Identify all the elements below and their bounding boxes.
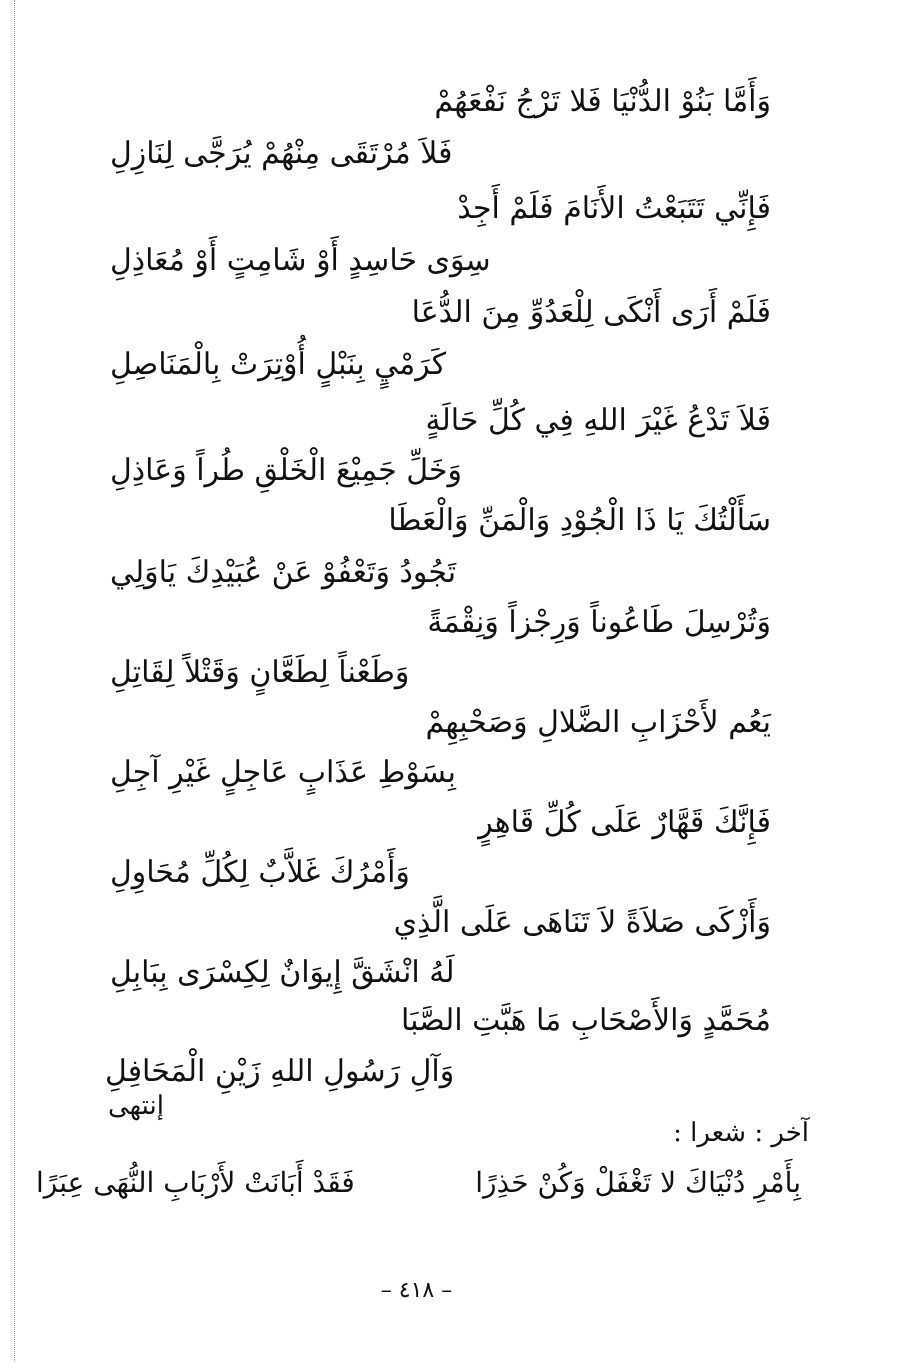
poem-line-12: وَطَعْناً لِطَعَّانٍ وَقَتْلاً لِقَاتِلِ xyxy=(110,655,410,690)
poem-line-19: مُحَمَّدٍ وَالأَصْحَابِ مَا هَبَّتِ الصَّبَا xyxy=(400,1003,771,1038)
poem-line-10: تَجُودُ وَتَعْفُوْ عَنْ عُبَيْدِكَ يَاوَلِي xyxy=(110,555,457,590)
poem-line-5: فَلَمْ أَرَى أَنْكَى لِلْعَدُوِّ مِنَ الدُّعَا xyxy=(411,295,771,330)
poem-line-18: لَهُ انْشَقَّ إِيوَانٌ لِكِسْرَى بِبَابِلِ xyxy=(110,955,455,990)
poem-line-20: وَآلِ رَسُولِ اللهِ زَيْنِ الْمَحَافِلِ xyxy=(105,1054,455,1089)
second-poem-hemistich-first: بِأَمْرِ دُنْيَاكَ لا تَغْفَلْ وَكُنْ حَذِرًا xyxy=(475,1165,801,1199)
margin-rule xyxy=(14,0,15,1362)
poem-line-11: وَتُرْسِلَ طَاعُوناً وَرِجْزاً وَنِقْمَةً xyxy=(427,605,771,640)
page-number: – ٤١٨ – xyxy=(380,1278,453,1303)
second-poem-heading: آخر : شعرا : xyxy=(673,1118,809,1148)
second-poem-hemistich-second: فَقَدْ أَبَانَتْ لأَرْبَابِ النُّهَى عِبَرًا xyxy=(36,1165,355,1199)
poem-line-1: وَأَمَّا بَنُوْ الدُّنْيَا فَلا تَرْجُ نَفْعَهُمْ xyxy=(434,84,771,119)
poem-line-3: فَإِنِّي تَتَبَعْتُ الأَنَامَ فَلَمْ أَجِدْ xyxy=(457,191,771,226)
poem-line-17: وَأَزْكَى صَلاَةً لاَ تَنَاهَى عَلَى الَّذِي xyxy=(393,905,771,940)
poem-line-15: فَإِنَّكَ قَهَّارٌ عَلَى كُلِّ قَاهِرٍ xyxy=(478,805,771,840)
poem-line-2: فَلاَ مُرْتَقَى مِنْهُمْ يُرَجَّى لِنَازِلِ xyxy=(110,136,453,171)
poem-closing: إنتهى xyxy=(108,1091,164,1121)
poem-line-7: فَلاَ تَدْعُ غَيْرَ اللهِ فِي كُلِّ حَالَةٍ xyxy=(425,403,771,438)
poem-line-14: بِسَوْطِ عَذَابٍ عَاجِلٍ غَيْرِ آجِلِ xyxy=(110,755,456,790)
poem-line-8: وَخَلِّ جَمِيْعَ الْخَلْقِ طُراً وَعَاذِلِ xyxy=(110,453,463,488)
second-poem-couplet xyxy=(36,1160,801,1204)
poem-line-6: كَرَمْيٍ بِنَبْلٍ أُوْتِرَتْ بِالْمَنَاصِلِ xyxy=(110,347,447,382)
poem-line-9: سَأَلْتُكَ يَا ذَا الْجُوْدِ وَالْمَنِّ وَالْعَطَا xyxy=(388,503,771,538)
poem-line-13: يَعُم لأَحْزَابِ الضَّلالِ وَصَحْبِهِمْ xyxy=(425,705,771,740)
poem-line-16: وَأَمْرُكَ غَلاَّبٌ لِكُلِّ مُحَاوِلِ xyxy=(110,855,410,890)
poem-line-4: سِوَى حَاسِدٍ أَوْ شَامِتٍ أَوْ مُعَاذِلِ xyxy=(110,243,491,278)
